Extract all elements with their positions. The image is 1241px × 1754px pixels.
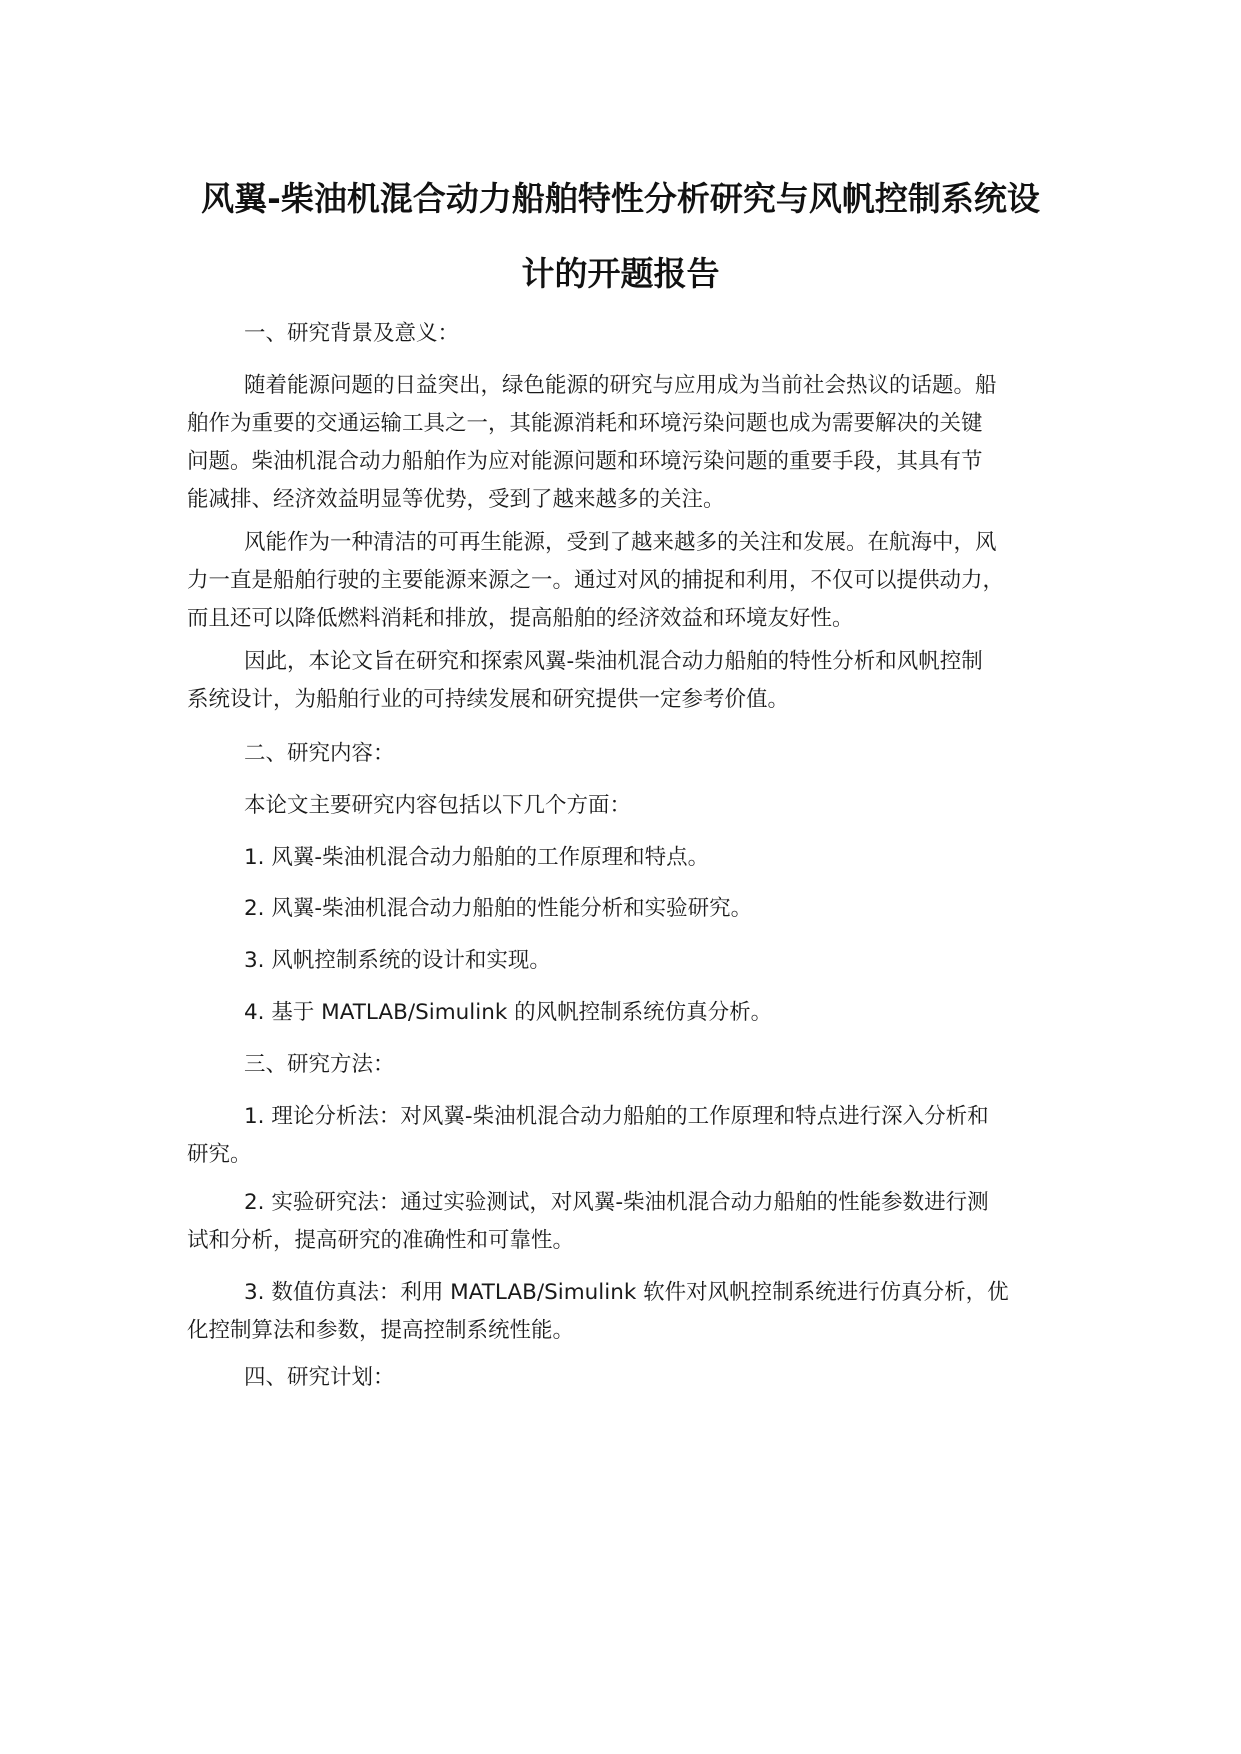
content-item-3: [187, 942, 1067, 980]
paragraph-background-3: [187, 643, 1067, 719]
list-item: 3. 风帆控制系统的设计和实现。: [244, 948, 551, 973]
paragraph-line: 系统设计，为船舶行业的可持续发展和研究提供一定参考价值。: [187, 687, 790, 712]
paragraph-line: 风能作为一种清洁的可再生能源，受到了越来越多的关注和发展。在航海中，风: [244, 530, 997, 555]
method-1: [187, 1098, 1067, 1174]
paragraph-line: 舶作为重要的交通运输工具之一，其能源消耗和环境污染问题也成为需要解决的关键: [187, 411, 983, 436]
method-2: [187, 1184, 1067, 1260]
paragraph-line: 化控制算法和参数，提高控制系统性能。: [187, 1318, 575, 1343]
paragraph-line: 因此，本论文旨在研究和探索风翼-柴油机混合动力船舶的特性分析和风帆控制: [244, 649, 983, 674]
paragraph-line: 问题。柴油机混合动力船舶作为应对能源问题和环境污染问题的重要手段，其具有节: [187, 449, 983, 474]
content-item-1: [187, 839, 1067, 877]
content-item-4: [187, 994, 1067, 1032]
section-heading: 三、研究方法：: [244, 1052, 395, 1077]
section-heading-content: [187, 735, 1067, 773]
paragraph-line: 本论文主要研究内容包括以下几个方面：: [244, 793, 632, 818]
section-heading: 一、研究背景及意义：: [244, 321, 460, 346]
list-item: 1. 风翼-柴油机混合动力船舶的工作原理和特点。: [244, 845, 710, 870]
section-heading-background: [187, 315, 1067, 353]
paragraph-line: 3. 数值仿真法：利用 MATLAB/Simulink 软件对风帆控制系统进行仿真分析，优: [244, 1280, 1009, 1305]
paragraph-line: 能减排、经济效益明显等优势，受到了越来越多的关注。: [187, 487, 725, 512]
content-intro: [187, 787, 1067, 825]
document-title-line-2: 计的开题报告: [521, 254, 720, 293]
list-item: 4. 基于 MATLAB/Simulink 的风帆控制系统仿真分析。: [244, 1000, 773, 1025]
paragraph-line: 1. 理论分析法：对风翼-柴油机混合动力船舶的工作原理和特点进行深入分析和: [244, 1104, 989, 1129]
paragraph-line: 随着能源问题的日益突出，绿色能源的研究与应用成为当前社会热议的话题。船: [244, 373, 997, 398]
paragraph-line: 2. 实验研究法：通过实验测试，对风翼-柴油机混合动力船舶的性能参数进行测: [244, 1190, 989, 1215]
content-item-2: [187, 890, 1067, 928]
section-heading-methods: [187, 1046, 1067, 1084]
paragraph-line: 力一直是船舶行驶的主要能源来源之一。通过对风的捕捉和利用，不仅可以提供动力，: [187, 568, 1005, 593]
section-heading: 二、研究内容：: [244, 741, 395, 766]
section-heading-plan: [187, 1359, 1067, 1397]
paragraph-background-1: [187, 367, 1067, 519]
paragraph-line: 而且还可以降低燃料消耗和排放，提高船舶的经济效益和环境友好性。: [187, 606, 854, 631]
document-title-line-1: 风翼-柴油机混合动力船舶特性分析研究与风帆控制系统设: [201, 179, 1040, 218]
paragraph-line: 试和分析，提高研究的准确性和可靠性。: [187, 1228, 575, 1253]
list-item: 2. 风翼-柴油机混合动力船舶的性能分析和实验研究。: [244, 896, 753, 921]
section-heading: 四、研究计划：: [244, 1365, 395, 1390]
paragraph-line: 研究。: [187, 1142, 252, 1167]
method-3: [187, 1274, 1067, 1350]
paragraph-background-2: [187, 524, 1067, 638]
